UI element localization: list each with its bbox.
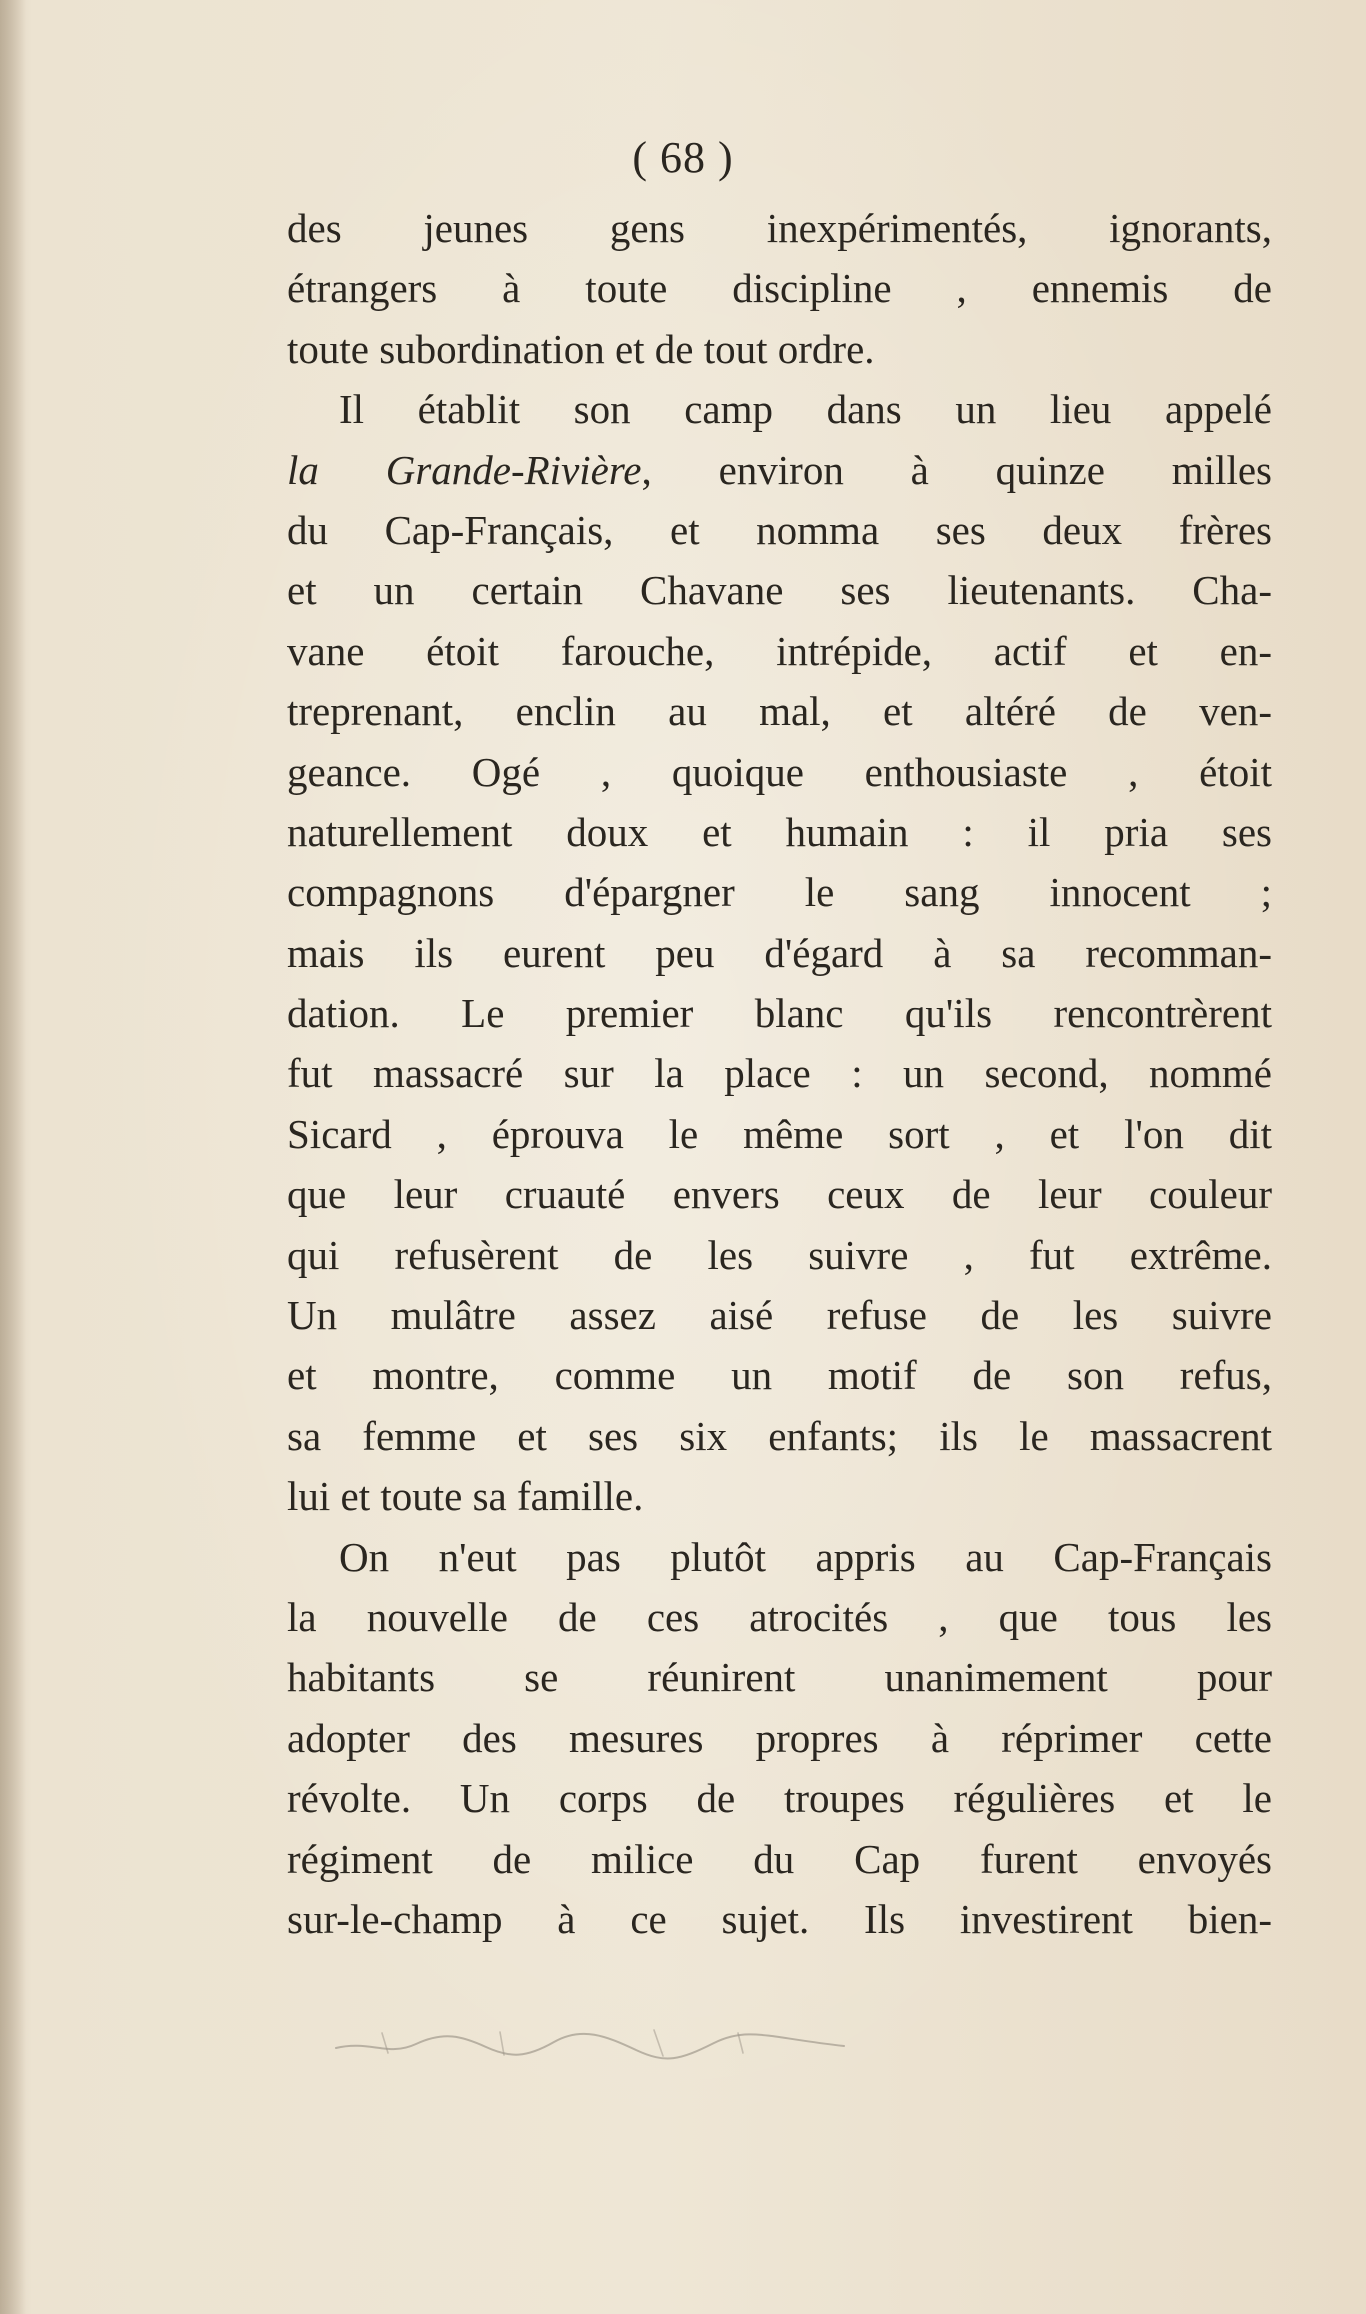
text-line: adopter des mesures propres à réprimer cette (287, 1714, 1272, 1761)
text-line: Un mulâtre assez aisé refuse de les suivre (287, 1292, 1272, 1339)
text-line: naturellement doux et humain : il pria ses (287, 808, 1272, 855)
text-line: On n'eut pas plutôt appris au Cap-Français (339, 1533, 1272, 1580)
text-line: que leur cruauté envers ceux de leur couleur (287, 1171, 1272, 1218)
text-line: geance. Ogé , quoique enthousiaste , étoit (287, 748, 1272, 795)
text-line: la nouvelle de ces atrocités , que tous les (287, 1593, 1272, 1640)
text-line: régiment de milice du Cap furent envoyés (287, 1835, 1272, 1882)
text-line: sa femme et ses six enfants; ils le massacrent (287, 1412, 1272, 1459)
text-line: lui et toute sa famille. (287, 1473, 644, 1520)
text-line: qui refusèrent de les suivre , fut extrême. (287, 1231, 1272, 1278)
text-line: Il établit son camp dans un lieu appelé (339, 386, 1272, 433)
text-line: treprenant, enclin au mal, et altéré de ven- (287, 688, 1272, 735)
text-line: Sicard , éprouva le même sort , et l'on dit (287, 1110, 1272, 1157)
italic-place-name: la Grande-Rivière (287, 446, 642, 493)
text-line: et un certain Chavane ses lieutenants. Cha- (287, 567, 1272, 614)
text-line: étrangers à toute discipline , ennemis de (287, 265, 1272, 312)
text-line-remainder: , environ à quinze milles (641, 446, 1272, 493)
text-line: et montre, comme un motif de son refus, (287, 1352, 1272, 1399)
page-number: ( 68 ) (632, 133, 734, 182)
text-line: toute subordination et de tout ordre. (287, 325, 875, 372)
paragraph-1 (287, 198, 1272, 379)
text-line: du Cap-Français, et nomma ses deux frères (287, 506, 1272, 553)
text-line: habitants se réunirent unanimement pour (287, 1654, 1272, 1701)
paragraph-3 (287, 1527, 1272, 1950)
paragraph-2 (287, 379, 1272, 1526)
text-line: dation. Le premier blanc qu'ils rencontrèrent (287, 990, 1272, 1037)
text-line: fut massacré sur la place : un second, nommé (287, 1050, 1272, 1097)
text-line: vane étoit farouche, intrépide, actif et en- (287, 627, 1272, 674)
pencil-scribble (330, 2022, 850, 2068)
text-block (287, 198, 1272, 1949)
text-line: sur-le-champ à ce sujet. Ils investirent bien- (287, 1895, 1272, 1942)
text-line-with-italic (287, 440, 1272, 500)
text-line: mais ils eurent peu d'égard à sa recomman- (287, 929, 1272, 976)
text-line: compagnons d'épargner le sang innocent ; (287, 869, 1272, 916)
text-line: révolte. Un corps de troupes régulières et le (287, 1775, 1272, 1822)
text-line: des jeunes gens inexpérimentés, ignorants, (287, 205, 1272, 251)
